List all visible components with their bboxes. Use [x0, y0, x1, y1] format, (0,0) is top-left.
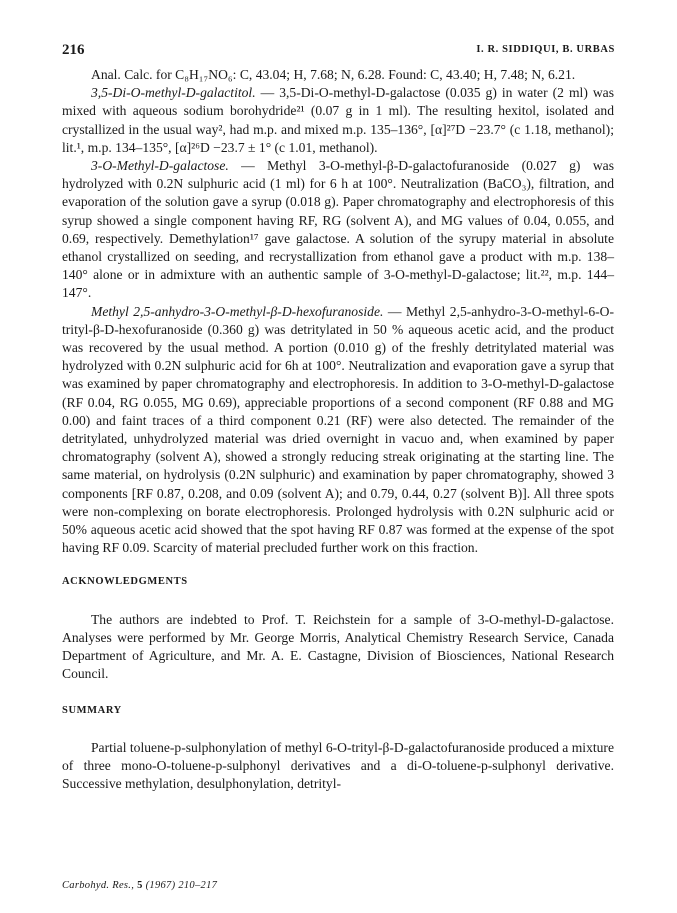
galactitol-text: — 3,5-Di-O-methyl-D-galactose (0.035 g) in water (2 ml) was mixed with aqueous sodium borohydride²¹ (0.07 g in 1 ml). The resulting hexitol, isolated and crystallized in the usual way², had m.p. and mixed m.p. 135–136°, [α]²⁷D −23.7° (c 1.18, methanol); lit.¹, m.p. 134–135°, [α]²⁶D −23.7 ± 1° (c 1.01, methanol). — [62, 85, 614, 155]
running-head: I. R. SIDDIQUI, B. URBAS — [476, 44, 615, 55]
acknowledgments-text: The authors are indebted to Prof. T. Reichstein for a sample of 3-O-methyl-D-galactose. Analyses were performed by Mr. George Morris, Analytical Chemistry Research Service, Canada Department of Agriculture, and Mr. A. E. Castagne, Division of Biosciences, National Research Council. — [62, 611, 614, 682]
journal-name: Carbohyd. Res., — [62, 880, 135, 891]
anhydro-subheading: Methyl 2,5-anhydro-3-O-methyl-β-D-hexofuranoside. — [91, 303, 384, 319]
analysis-paragraph: Anal. Calc. for C₈H₁₇NO₆: C, 43.04; H, 7.68; N, 6.28. Found: C, 43.40; H, 7.48; N, 6.21. — [91, 67, 576, 82]
anhydro-text: — Methyl 2,5-anhydro-3-O-methyl-6-O-trityl-β-D-hexofuranoside (0.360 g) was detritylated in 50 % aqueous acetic acid, and the product was recovered by the usual method. A portion (0.010 g) of the freshly detritylated material was hydrolyzed with 0.2N sulphuric acid for 6h at 100°. Neutralization and evaporation gave a syrup that was examined by paper chromatography and electrophoresis. In addition to 3-O-methyl-D-galactose (RF 0.04, RG 0.055, MG 0.69), appreciable proportions of a second component (RF 0.88 and MG 0.00) and faint traces of a third component 0.21 (RF) were also detected. The remainder of the detritylated, unhydrolyzed material was dried overnight in vacuo and, when examined by paper chromatography (solvent A), showed a strongly reducing streak originating at the starting line. The same material, on hydrolysis (0.2N sulphuric) and examination by paper chromatography, showed 3 components [RF 0.87, 0.208, and 0.09 (solvent A); and 0.79, 0.44, 0.27 (solvent B)]. All three spots were non-complexing on borate electrophoresis. Prolonged hydrolysis with 0.2N sulphuric acid or 50% aqueous acetic acid showed that the spot having RF 0.87 was formed at the expense of the spot having RF 0.09. Scarcity of material precluded further work on this fraction. — [62, 303, 614, 556]
anhydro-paragraph — [62, 303, 614, 558]
summary-heading: SUMMARY — [62, 704, 122, 716]
journal-volume: 5 — [137, 880, 143, 891]
page-number: 216 — [62, 42, 85, 58]
page-header — [62, 42, 615, 62]
journal-citation: (1967) 210–217 — [145, 880, 218, 891]
galactitol-subheading: 3,5-Di-O-methyl-D-galactitol. — [91, 85, 256, 101]
page-footer — [62, 880, 217, 891]
galactose-paragraph — [62, 157, 614, 303]
article-body — [62, 66, 614, 793]
galactitol-paragraph — [62, 84, 614, 157]
galactose-text: — Methyl 3-O-methyl-β-D-galactofuranoside (0.027 g) was hydrolyzed with 0.2N sulphuric acid (1 ml) for 6 h at 100°. Neutralization (BaCO₃), filtration, and evaporation of the solution gave a syrup (0.018 g). Paper chromatography and electrophoresis of this syrup showed a single component having RF, RG (solvent A), and MG values of 0.04, 0.055, and 0.69, respectively. Demethylation¹⁷ gave galactose. A solution of the syrupy material in absolute ethanol crystallized on seeding, and recrystallization from ethanol gave a product with m.p. 138–140° alone or in admixture with an authentic sample of 3-O-methyl-D-galactose; lit.²², m.p. 144–147°. — [62, 158, 614, 301]
galactose-subheading: 3-O-Methyl-D-galactose. — [91, 158, 229, 174]
acknowledgments-heading: ACKNOWLEDGMENTS — [62, 576, 188, 588]
summary-text: Partial toluene-p-sulphonylation of methyl 6-O-trityl-β-D-galactofuranoside produced a mixture of three mono-O-toluene-p-sulphonyl derivatives and a di-O-toluene-p-sulphonyl derivative. Successive methylation, desulphonylation, detrityl- — [62, 739, 614, 792]
